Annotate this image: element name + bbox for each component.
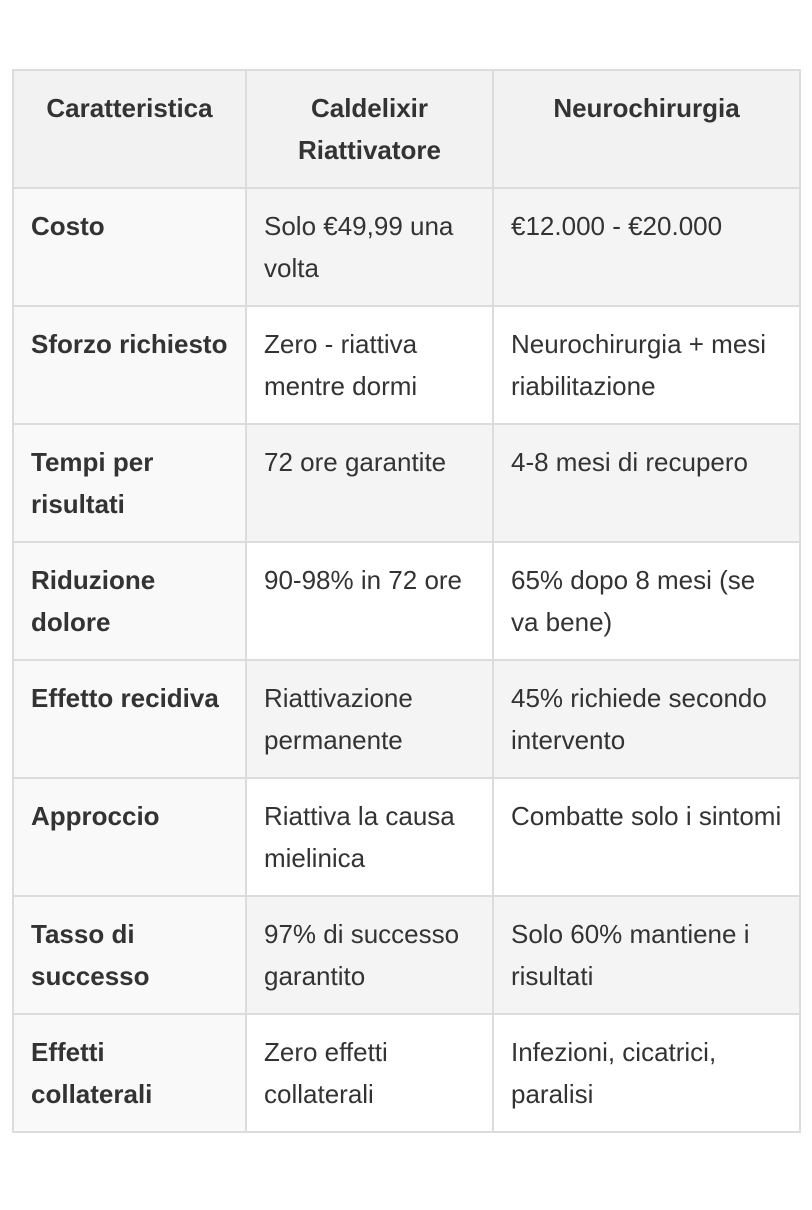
header-neurosurgery: Neurochirurgia [493, 70, 800, 188]
row-label: Sforzo richiesto [13, 306, 246, 424]
caldelixir-cell: Zero effetti collaterali [246, 1014, 493, 1132]
header-caldelixir: Caldelixir Riattivatore [246, 70, 493, 188]
neurosurgery-cell: 65% dopo 8 mesi (se va bene) [493, 542, 800, 660]
table-row [13, 424, 800, 542]
row-label: Effetto recidiva [13, 660, 246, 778]
row-label: Riduzione dolore [13, 542, 246, 660]
neurosurgery-cell: €12.000 - €20.000 [493, 188, 800, 306]
caldelixir-cell: Riattiva la causa mielinica [246, 778, 493, 896]
table-row [13, 896, 800, 1014]
neurosurgery-cell: Infezioni, cicatrici, paralisi [493, 1014, 800, 1132]
neurosurgery-cell: Combatte solo i sintomi [493, 778, 800, 896]
caldelixir-cell: 97% di successo garantito [246, 896, 493, 1014]
header-characteristic: Caratteristica [13, 70, 246, 188]
neurosurgery-cell: Solo 60% mantiene i risultati [493, 896, 800, 1014]
caldelixir-cell: 90-98% in 72 ore [246, 542, 493, 660]
comparison-table [12, 69, 801, 1133]
comparison-table-container [12, 69, 799, 1133]
table-row [13, 306, 800, 424]
neurosurgery-cell: 4-8 mesi di recupero [493, 424, 800, 542]
table-row [13, 660, 800, 778]
row-label: Effetti collaterali [13, 1014, 246, 1132]
row-label: Tasso di successo [13, 896, 246, 1014]
table-row [13, 778, 800, 896]
caldelixir-cell: Solo €49,99 una volta [246, 188, 493, 306]
caldelixir-cell: 72 ore garantite [246, 424, 493, 542]
table-header-row [13, 70, 800, 188]
neurosurgery-cell: Neurochirurgia + mesi riabilitazione [493, 306, 800, 424]
row-label: Approccio [13, 778, 246, 896]
row-label: Tempi per risultati [13, 424, 246, 542]
row-label: Costo [13, 188, 246, 306]
table-row [13, 542, 800, 660]
caldelixir-cell: Zero - riattiva mentre dormi [246, 306, 493, 424]
table-row [13, 1014, 800, 1132]
caldelixir-cell: Riattivazione permanente [246, 660, 493, 778]
table-row [13, 188, 800, 306]
neurosurgery-cell: 45% richiede secondo intervento [493, 660, 800, 778]
